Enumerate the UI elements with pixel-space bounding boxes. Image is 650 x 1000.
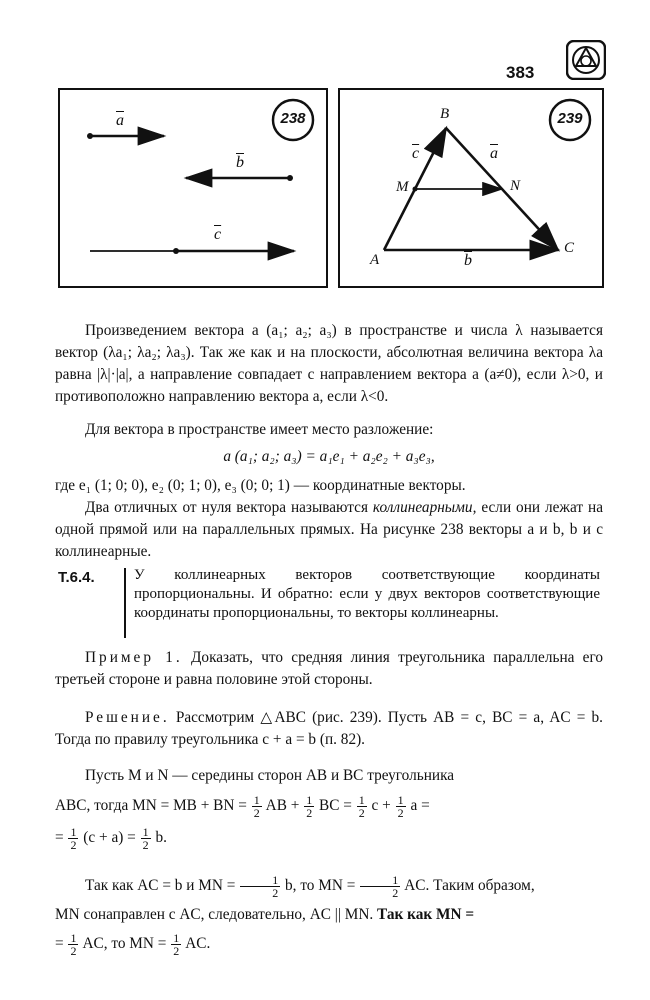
decomposition-formula: a (a₁; a₂; a₃) = a₁e₁ + a₂e₂ + a₃e₃, — [223, 448, 435, 465]
collinear-text-start: Два отличных от нуля вектора называются — [85, 499, 373, 516]
paragraph-decomposition-intro: Для вектора в пространстве имеет место разложение: — [85, 421, 434, 438]
frac-num: 1 — [70, 930, 77, 945]
frac-den: 2 — [142, 837, 149, 852]
fraction-half — [68, 826, 78, 851]
frac-num: 1 — [70, 824, 77, 839]
paragraph-coordinate-vectors: где e₁ (1; 0; 0), e₂ (0; 1; 0), e₃ (0; 0; 1) — координатные векторы. — [55, 477, 466, 494]
example-label: Пример 1. — [85, 649, 183, 666]
theorem-bar — [124, 568, 126, 638]
fraction-half — [240, 874, 280, 899]
figure-238 — [58, 88, 328, 288]
conclusion-text1b: b, то MN = — [285, 877, 356, 894]
fraction-half — [396, 794, 406, 819]
vertex-M: M — [396, 179, 409, 195]
figure-239 — [338, 88, 604, 288]
conclusion-text3b: AC, то MN = — [82, 935, 167, 952]
paragraph-product-definition: Произведением вектора a (a₁; a₂; a₃) в пространстве и числа λ называется вектор (λa₁; λa₂; λa₃). Так же как и на плоскости, абсолютная величина вектора λa равна |λ|·|a|, а направление совпадает с направлением вектора a (a≠0), если λ>0, и противоположно направлению вектора a, если λ<0. — [55, 322, 603, 405]
fraction-half — [68, 932, 78, 957]
frac-num: 1 — [306, 792, 313, 807]
solution-label: Решение. — [85, 709, 170, 726]
collinear-text-end: если они лежат на одной прямой или на параллельных прямых. На рисунке 238 векторы a и b, b и c коллинеарные. — [55, 499, 603, 560]
fraction-half — [304, 794, 314, 819]
figure-238-badge: 238 — [280, 110, 306, 127]
solution-text3e: a = — [410, 797, 430, 814]
conclusion-line3 — [55, 930, 603, 958]
fraction-half — [171, 932, 181, 957]
solution-text4c: b. — [155, 829, 167, 846]
frac-num: 1 — [253, 792, 260, 807]
frac-num: 1 — [358, 792, 365, 807]
frac-num: 1 — [360, 874, 400, 887]
solution-formula-line2 — [55, 824, 603, 852]
fraction-half — [252, 794, 262, 819]
label-a-vector: $\overline{a}$ — [490, 145, 498, 162]
label-b-vector: $\overline{b}$ — [464, 252, 472, 269]
vertex-B: B — [440, 106, 450, 122]
solution-text4b: (c + a) = — [83, 829, 136, 846]
frac-den: 2 — [70, 837, 77, 852]
solution-text4a: = — [55, 829, 64, 846]
label-c: $\overline{c}$ — [214, 226, 222, 243]
frac-den: 2 — [173, 943, 180, 958]
vertex-A: A — [370, 252, 380, 268]
conclusion-text1c: AC. Таким образом, — [404, 877, 535, 894]
frac-num: 1 — [240, 874, 280, 887]
label-c-vector: $\overline{c}$ — [412, 145, 420, 162]
solution-text2: Пусть M и N — середины сторон AB и BC треугольника — [85, 767, 455, 784]
label-a: $\overline{a}$ — [116, 112, 124, 129]
solution-text3c: BC = — [319, 797, 352, 814]
vertex-N: N — [510, 178, 521, 194]
paragraph-collinear — [55, 497, 603, 563]
fraction-half — [360, 874, 400, 899]
conclusion-text2b: Так как MN = — [377, 906, 475, 923]
frac-den: 2 — [392, 885, 399, 900]
solution-text3a: ABC, тогда MN = MB + BN = — [55, 797, 247, 814]
frac-den: 2 — [306, 805, 313, 820]
solution-formula-line1 — [55, 792, 603, 820]
frac-den: 2 — [358, 805, 365, 820]
frac-num: 1 — [397, 792, 404, 807]
frac-num: 1 — [173, 930, 180, 945]
collinear-term: коллинеарными, — [372, 499, 477, 516]
geometry-logo-icon — [566, 40, 606, 80]
conclusion-line2 — [55, 904, 603, 926]
conclusion-text3c: AC. — [185, 935, 211, 952]
solution-text1: Рассмотрим △ABC (рис. 239). Пусть AB = c, BC = a, AC = b. Тогда по правилу треугольника c + a = b (п. 82). — [55, 709, 604, 748]
conclusion-text2: MN сонаправлен с AC, следовательно, AC || MN. — [55, 906, 374, 923]
theorem-label: Т.6.4. — [58, 569, 95, 586]
frac-den: 2 — [253, 805, 260, 820]
solution-block — [55, 707, 603, 751]
conclusion-text1a: Так как AC = b и MN = — [85, 877, 236, 894]
frac-num: 1 — [142, 824, 149, 839]
frac-den: 2 — [397, 805, 404, 820]
fraction-half — [141, 826, 151, 851]
solution-text3d: c + — [371, 797, 391, 814]
fraction-half — [357, 794, 367, 819]
figure-239-badge: 239 — [557, 110, 583, 127]
example-text: Доказать, что средняя линия треугольника параллельна его третьей стороне и равна половине этой стороны. — [55, 649, 603, 688]
conclusion-text3a: = — [55, 935, 64, 952]
label-b: $\overline{b}$ — [236, 154, 244, 171]
solution-text3b: AB + — [265, 797, 300, 814]
frac-den: 2 — [70, 943, 77, 958]
page-number: 383 — [506, 63, 535, 82]
example-block — [55, 647, 603, 691]
conclusion-line1 — [55, 872, 603, 900]
frac-den: 2 — [272, 885, 279, 900]
theorem-text: У коллинеарных векторов соответствующие координаты пропорциональны. И обратно: если у двух векторов соответствующие координаты пропорциональны, то векторы коллинеарны. — [134, 567, 600, 621]
vertex-C: C — [564, 240, 575, 256]
